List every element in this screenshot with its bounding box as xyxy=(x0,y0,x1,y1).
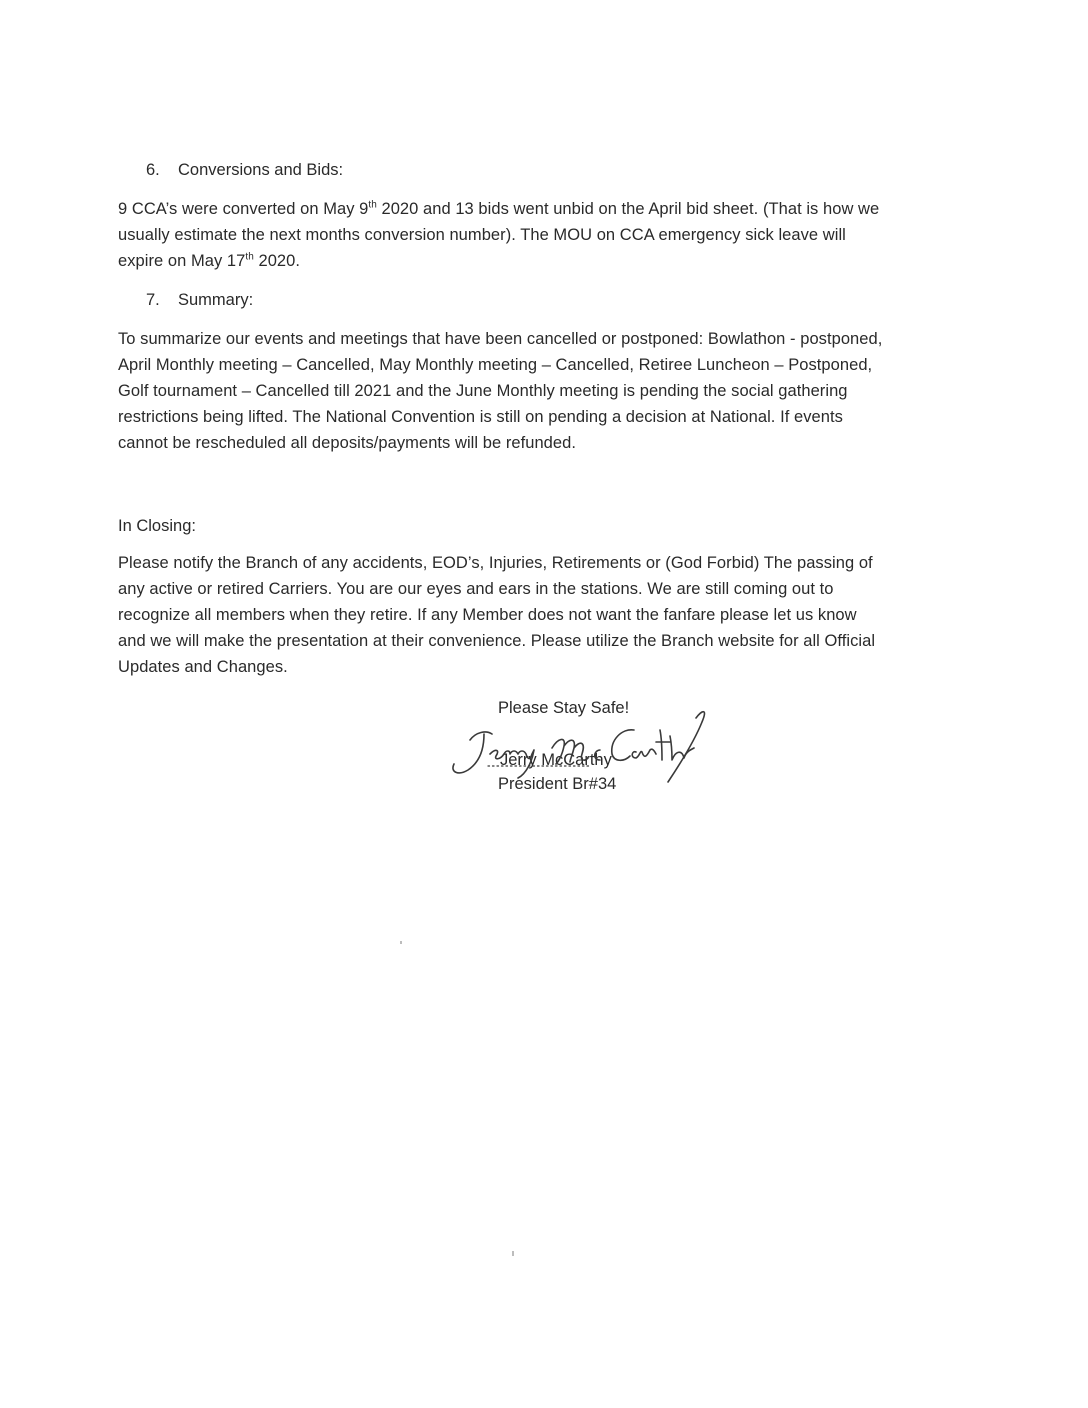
conversions-paragraph xyxy=(118,196,879,274)
paragraph-line: usually estimate the next months conversion number). The MOU on CCA emergency sick leave will xyxy=(118,226,846,244)
summary-paragraph xyxy=(118,326,882,456)
paragraph-line: 9 CCA’s were converted on May 9th 2020 and 13 bids went unbid on the April bid sheet. (That is how we xyxy=(118,199,880,218)
section-number: 6. xyxy=(146,161,160,179)
paragraph-line: Please notify the Branch of any accidents, EOD’s, Injuries, Retirements or (God Forbid) The passing of xyxy=(118,554,873,572)
closing-heading: In Closing: xyxy=(118,517,196,535)
paragraph-line: any active or retired Carriers. You are our eyes and ears in the stations. We are still coming out to xyxy=(118,580,834,598)
signer-name: Jerry McCarthy xyxy=(500,751,612,769)
scan-speck xyxy=(512,1251,514,1256)
paragraph-line: restrictions being lifted. The National Convention is still on pending a decision at National. If events xyxy=(118,408,843,426)
section-title: Conversions and Bids: xyxy=(178,161,344,179)
paragraph-line: cannot be rescheduled all deposits/payments will be refunded. xyxy=(118,434,576,452)
paragraph-line: recognize all members when they retire. If any Member does not want the fanfare please let us know xyxy=(118,606,857,624)
paragraph-line: To summarize our events and meetings that have been cancelled or postponed: Bowlathon - postponed, xyxy=(118,330,883,348)
paragraph-line: expire on May 17th 2020. xyxy=(118,251,301,270)
paragraph-line: April Monthly meeting – Cancelled, May Monthly meeting – Cancelled, Retiree Luncheon – Postponed, xyxy=(118,356,873,374)
section-heading-conversions xyxy=(146,158,343,182)
section-number: 7. xyxy=(146,291,160,309)
paragraph-line: and we will make the presentation at their convenience. Please utilize the Branch website for all Official xyxy=(118,632,876,650)
section-title: Summary: xyxy=(178,291,254,309)
paragraph-line: Golf tournament – Cancelled till 2021 and the June Monthly meeting is pending the social gathering xyxy=(118,382,848,400)
signer-title: President Br#34 xyxy=(498,775,617,793)
scan-speck xyxy=(400,941,402,944)
closing-paragraph xyxy=(118,550,875,680)
handwritten-signature xyxy=(440,700,730,795)
salutation: Please Stay Safe! xyxy=(498,699,630,717)
paragraph-line: Updates and Changes. xyxy=(118,658,288,676)
section-heading-summary xyxy=(146,288,253,312)
